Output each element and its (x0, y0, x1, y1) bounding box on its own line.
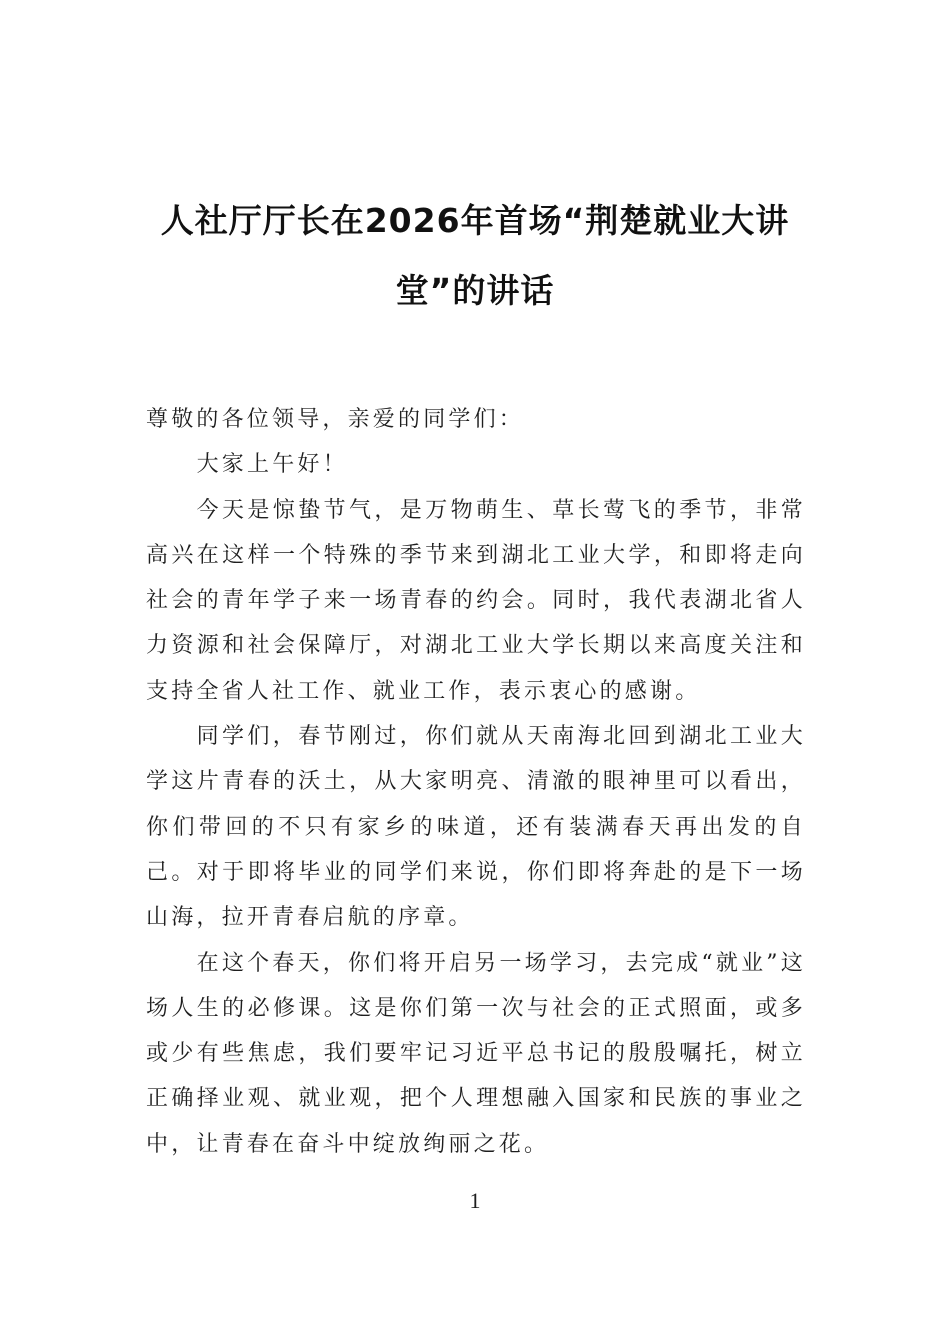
paragraph-1: 今天是惊蛰节气，是万物萌生、草长莺飞的季节，非常高兴在这样一个特殊的季节来到湖北工业大学，和即将走向社会的青年学子来一场青春的约会。同时，我代表湖北省人力资源和社会保障厅，对湖北工业大学长期以来高度关注和支持全省人社工作、就业工作，表示衷心的感谢。 (146, 497, 806, 704)
salutation: 尊敬的各位领导，亲爱的同学们： (146, 407, 525, 432)
paragraph-2: 同学们，春节刚过，你们就从天南海北回到湖北工业大学这片青春的沃土，从大家明亮、清澈的眼神里可以看出，你们带回的不只有家乡的味道，还有装满春天再出发的自己。对于即将毕业的同学们来说，你们即将奔赴的是下一场山海，拉开青春启航的序章。 (146, 724, 806, 931)
document-body (146, 397, 806, 1167)
document-title: 人社厅厅长在2026年首场“荆楚就业大讲堂”的讲话 (160, 201, 790, 310)
paragraph-greeting: 大家上午好！ (196, 452, 348, 478)
paragraph-3: 在这个春天，你们将开启另一场学习，去完成“就业”这场人生的必修课。这是你们第一次与社会的正式照面，或多或少有些焦虑，我们要牢记习近平总书记的殷殷嘱托，树立正确择业观、就业观，把个人理想融入国家和民族的事业之中，让青春在奋斗中绽放绚丽之花。 (146, 950, 806, 1157)
page-number: 1 (469, 1188, 481, 1213)
